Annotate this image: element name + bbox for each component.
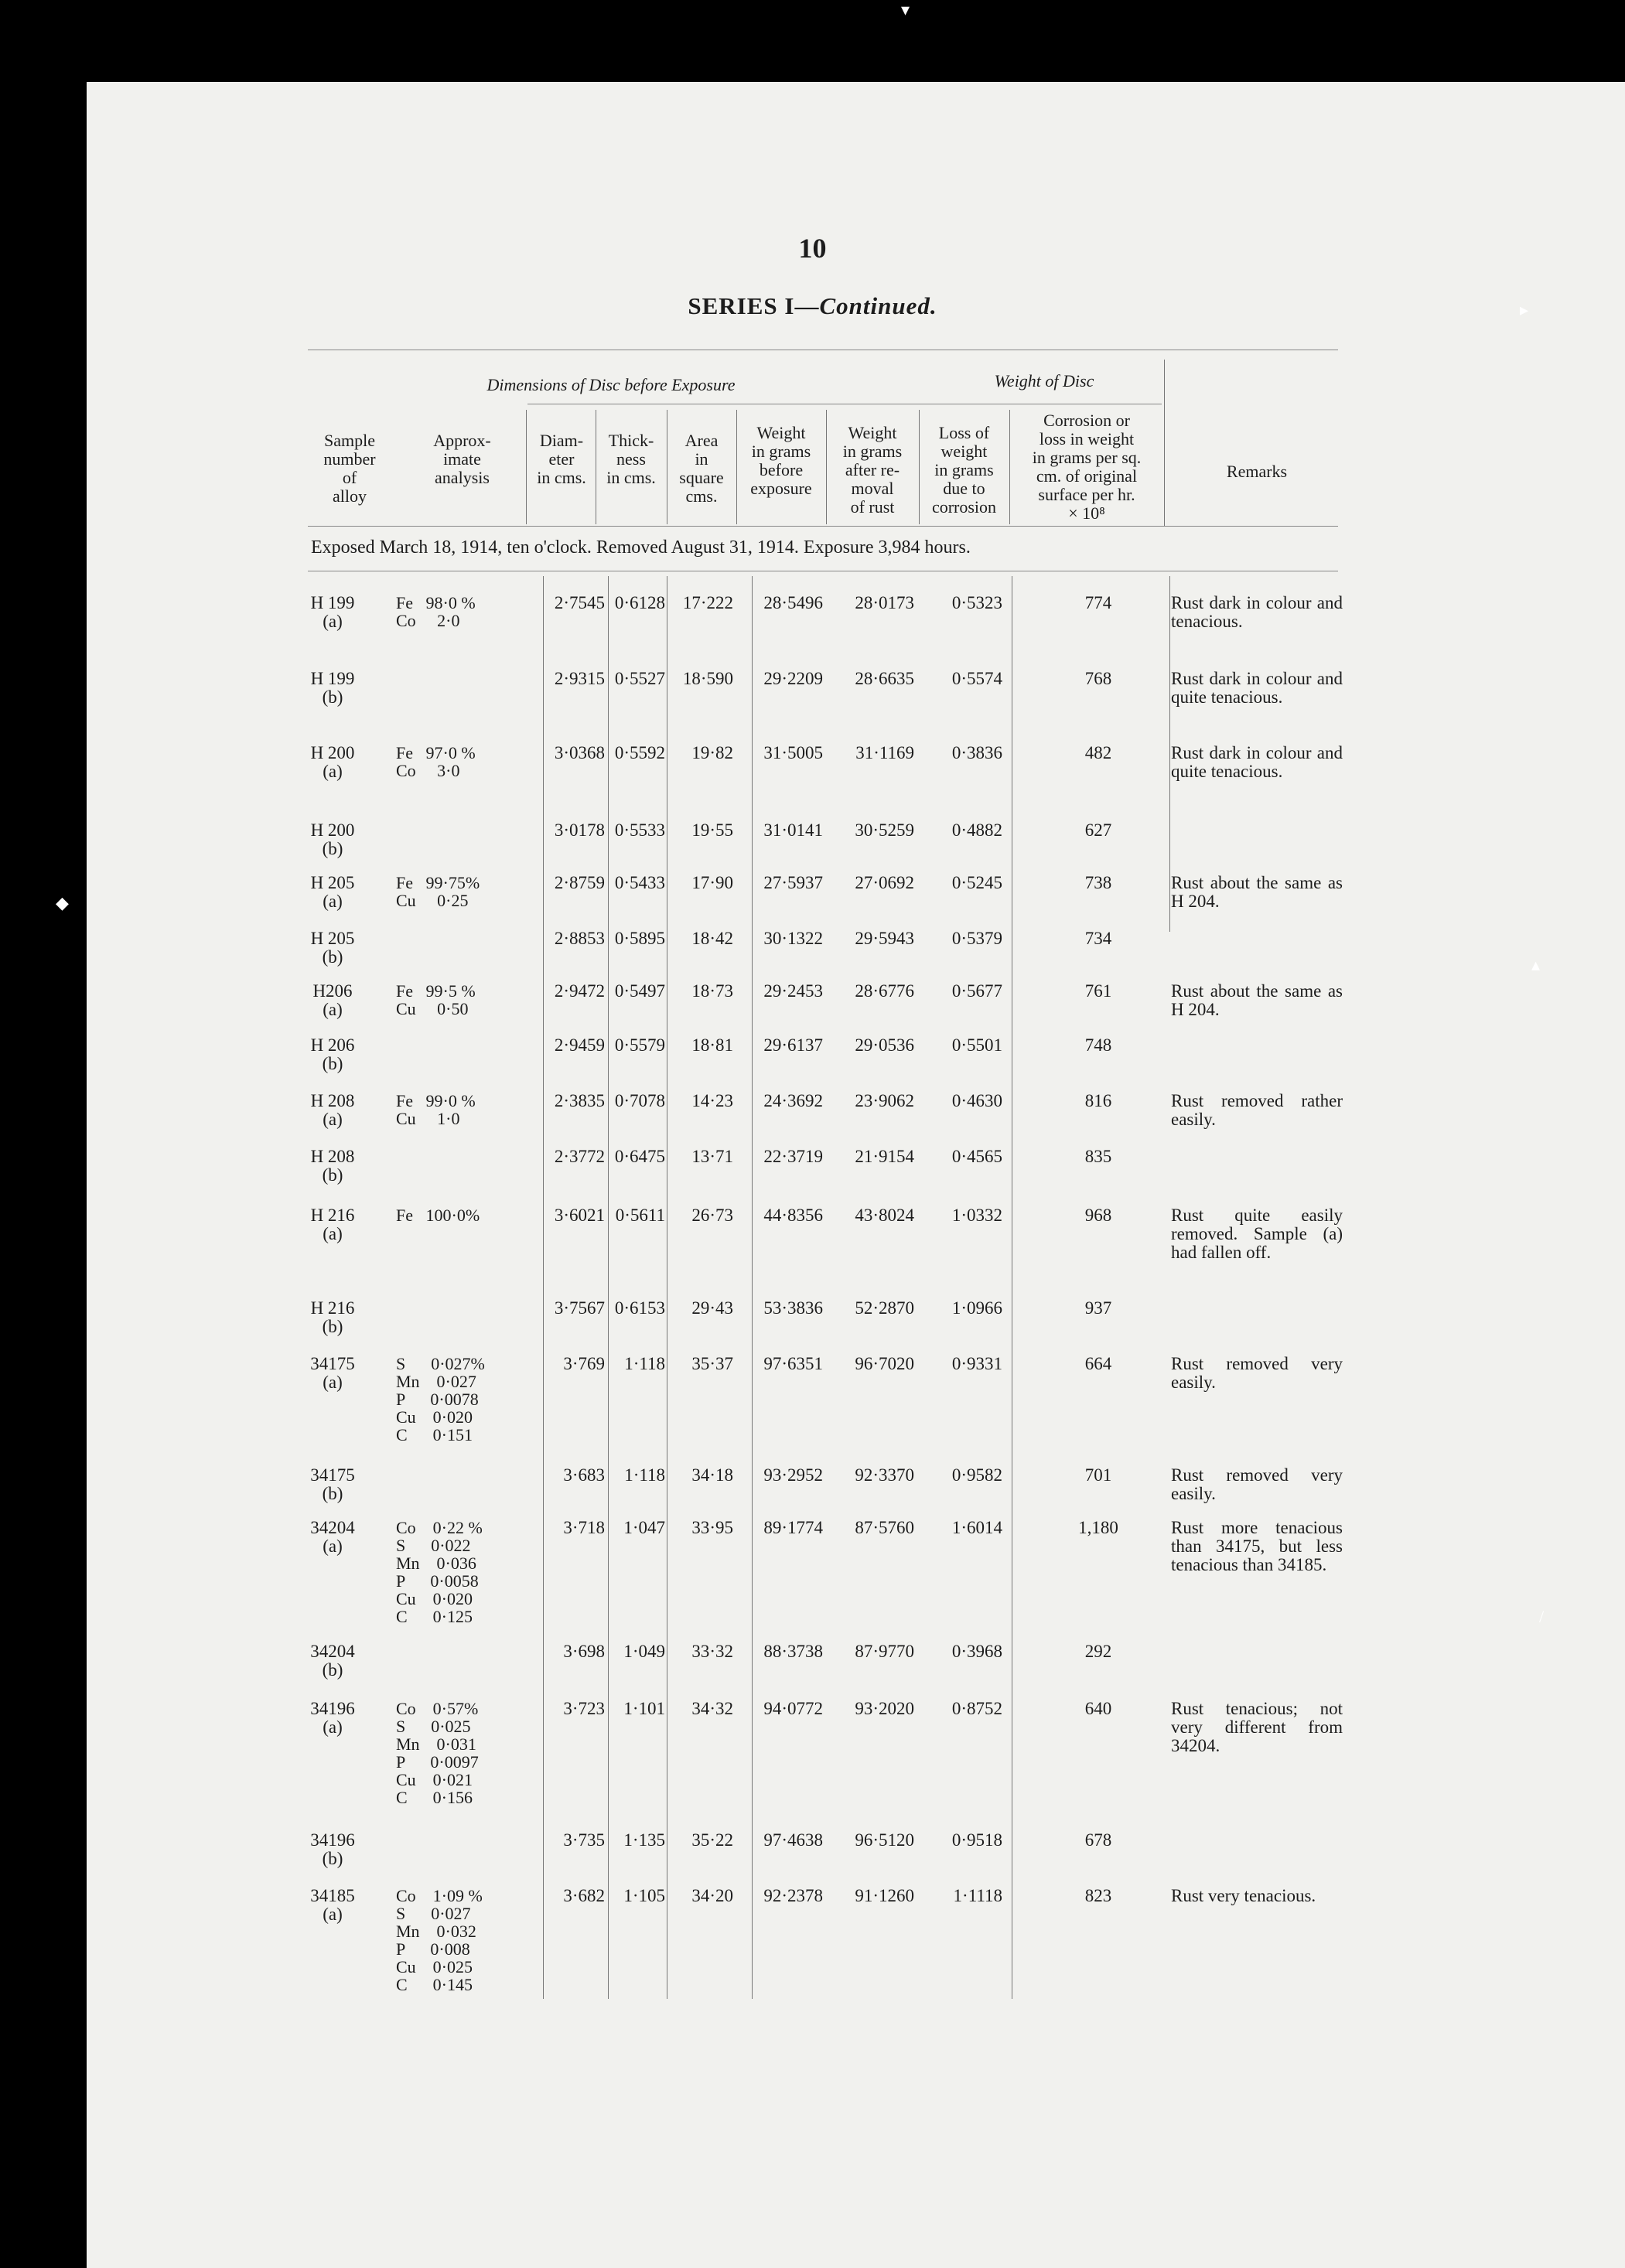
header-sample: Sample number of alloy: [323, 431, 376, 506]
cell-remarks: Rust dark in colour and quite tenacious.: [1171, 743, 1343, 781]
cell-loss: 0·5323: [951, 593, 1002, 612]
cell-diameter: 2·9459: [554, 1035, 605, 1055]
cell-thickness: 0·5497: [614, 981, 665, 1001]
cell-thickness: 1·105: [623, 1886, 665, 1905]
cell-area: 14·23: [691, 1091, 733, 1110]
cell-weight-after: 28·6776: [855, 981, 914, 1001]
cell-weight-after: 96·5120: [855, 1830, 914, 1850]
cell-analysis: Fe 98·0 % Co 2·0: [396, 593, 476, 630]
series-title: [0, 292, 1625, 320]
cell-corrosion: 816: [1084, 1091, 1112, 1110]
cell-area: 17·90: [691, 873, 733, 892]
cell-analysis: Co 0·22 % S 0·022 Mn 0·036 P 0·0058 Cu 0·020 C 0·125: [396, 1518, 483, 1626]
cell-loss: 1·6014: [951, 1518, 1002, 1537]
cell-sample: H 199 (b): [310, 669, 355, 707]
cell-diameter: 3·718: [563, 1518, 605, 1537]
header-weight-after: Weight in grams after re- moval of rust: [842, 423, 903, 517]
cell-thickness: 0·5433: [614, 873, 665, 892]
cell-analysis: Fe 100·0%: [396, 1206, 480, 1225]
cell-loss: 1·0332: [951, 1206, 1002, 1225]
exposure-line: Exposed March 18, 1914, ten o'clock. Removed August 31, 1914. Exposure 3,984 hours.: [311, 537, 971, 558]
cell-loss: 0·9582: [951, 1465, 1002, 1485]
cell-weight-before: 93·2952: [763, 1465, 823, 1485]
cell-loss: 0·4882: [951, 820, 1002, 840]
cell-thickness: 1·118: [624, 1465, 665, 1485]
cell-analysis: Fe 99·5 % Cu 0·50: [396, 981, 476, 1018]
cell-area: 19·82: [691, 743, 733, 762]
cell-sample: H 200 (a): [310, 743, 355, 781]
cell-weight-after: 28·0173: [855, 593, 914, 612]
cell-area: 34·20: [691, 1886, 733, 1905]
group-header-weight: Weight of Disc: [994, 371, 1094, 391]
cell-weight-before: 89·1774: [763, 1518, 823, 1537]
cell-corrosion: 768: [1084, 669, 1112, 688]
cell-weight-after: 87·5760: [855, 1518, 914, 1537]
cell-analysis: Fe 99·0 % Cu 1·0: [396, 1091, 476, 1128]
cell-thickness: 1·049: [623, 1642, 665, 1661]
cell-diameter: 3·769: [563, 1354, 605, 1373]
header-remarks: Remarks: [1226, 462, 1288, 481]
cell-weight-before: 27·5937: [763, 873, 823, 892]
cell-diameter: 2·8759: [554, 873, 605, 892]
cell-weight-before: 31·5005: [763, 743, 823, 762]
cell-remarks: Rust about the same as H 204.: [1171, 873, 1343, 911]
cell-thickness: 0·5579: [614, 1035, 665, 1055]
cell-weight-before: 28·5496: [763, 593, 823, 612]
series-title-main: SERIES I—: [688, 292, 820, 319]
cell-diameter: 2·9315: [554, 669, 605, 688]
scan-mark: ◆: [56, 893, 69, 912]
cell-corrosion: 968: [1084, 1206, 1112, 1225]
group-header-dimensions: Dimensions of Disc before Exposure: [486, 375, 736, 394]
cell-thickness: 1·101: [623, 1699, 665, 1718]
cell-thickness: 0·5611: [615, 1206, 665, 1225]
cell-weight-after: 23·9062: [855, 1091, 914, 1110]
cell-weight-after: 21·9154: [855, 1147, 914, 1166]
cell-area: 18·81: [691, 1035, 733, 1055]
cell-sample: H 199 (a): [310, 593, 355, 631]
cell-area: 18·590: [682, 669, 733, 688]
cell-sample: 34185 (a): [310, 1886, 355, 1924]
column-rule: [752, 576, 753, 1999]
cell-sample: H 208 (b): [310, 1147, 355, 1185]
header-area: Area in square cms.: [679, 431, 724, 506]
cell-weight-before: 29·2453: [763, 981, 823, 1001]
cell-loss: 0·9331: [951, 1354, 1002, 1373]
cell-thickness: 1·118: [624, 1354, 665, 1373]
cell-remarks: Rust quite easily removed. Sample (a) had fallen off.: [1171, 1206, 1343, 1262]
cell-weight-after: 30·5259: [855, 820, 914, 840]
series-title-continued: Continued.: [819, 292, 937, 319]
cell-sample: 34204 (b): [310, 1642, 355, 1680]
header-weight-before: Weight in grams before exposure: [750, 423, 812, 498]
cell-weight-after: 28·6635: [855, 669, 914, 688]
cell-thickness: 0·5895: [614, 929, 665, 948]
cell-sample: H 205 (b): [310, 929, 355, 967]
cell-weight-before: 53·3836: [763, 1298, 823, 1318]
cell-remarks: Rust removed very easily.: [1171, 1354, 1343, 1392]
cell-remarks: Rust about the same as H 204.: [1171, 981, 1343, 1019]
cell-loss: 1·0966: [951, 1298, 1002, 1318]
cell-remarks: Rust dark in colour and quite tenacious.: [1171, 669, 1343, 707]
cell-analysis: Fe 97·0 % Co 3·0: [396, 743, 476, 780]
cell-weight-after: 29·0536: [855, 1035, 914, 1055]
cell-diameter: 3·698: [563, 1642, 605, 1661]
scan-mark: /: [1539, 1607, 1545, 1626]
cell-remarks: Rust more tenacious than 34175, but less tenacious than 34185.: [1171, 1518, 1343, 1574]
cell-weight-before: 22·3719: [763, 1147, 823, 1166]
cell-corrosion: 774: [1084, 593, 1112, 612]
cell-corrosion: 748: [1084, 1035, 1112, 1055]
cell-analysis: Co 0·57% S 0·025 Mn 0·031 P 0·0097 Cu 0·021 C 0·156: [396, 1699, 479, 1807]
cell-thickness: 0·5527: [614, 669, 665, 688]
cell-remarks: Rust very tenacious.: [1171, 1886, 1316, 1905]
cell-sample: H 206 (b): [310, 1035, 355, 1073]
cell-corrosion: 701: [1084, 1465, 1112, 1485]
cell-loss: 0·5245: [951, 873, 1002, 892]
cell-diameter: 2·7545: [554, 593, 605, 612]
cell-sample: 34204 (a): [310, 1518, 355, 1556]
cell-weight-after: 93·2020: [855, 1699, 914, 1718]
cell-corrosion: 664: [1084, 1354, 1112, 1373]
cell-weight-before: 92·2378: [763, 1886, 823, 1905]
cell-area: 33·32: [691, 1642, 733, 1661]
cell-corrosion: 292: [1084, 1642, 1112, 1661]
cell-weight-after: 31·1169: [855, 743, 914, 762]
scan-mark: ▸: [1520, 300, 1529, 319]
cell-area: 17·222: [682, 593, 733, 612]
cell-weight-after: 52·2870: [855, 1298, 914, 1318]
cell-loss: 0·5501: [951, 1035, 1002, 1055]
cell-area: 29·43: [691, 1298, 733, 1318]
header-diameter: Diam- eter in cms.: [537, 431, 586, 487]
scan-mark: ▾: [901, 0, 910, 19]
cell-diameter: 3·7567: [554, 1298, 605, 1318]
header-thickness: Thick- ness in cms.: [606, 431, 656, 487]
cell-remarks: Rust removed rather easily.: [1171, 1091, 1343, 1129]
cell-weight-before: 24·3692: [763, 1091, 823, 1110]
cell-sample: H 216 (a): [310, 1206, 355, 1243]
cell-diameter: 3·683: [563, 1465, 605, 1485]
cell-diameter: 2·9472: [554, 981, 605, 1001]
cell-corrosion: 678: [1084, 1830, 1112, 1850]
cell-corrosion: 761: [1084, 981, 1112, 1001]
cell-weight-before: 97·4638: [763, 1830, 823, 1850]
cell-weight-before: 29·6137: [763, 1035, 823, 1055]
cell-sample: H206 (a): [312, 981, 353, 1019]
cell-area: 33·95: [691, 1518, 733, 1537]
cell-loss: 0·5677: [951, 981, 1002, 1001]
cell-thickness: 0·6128: [614, 593, 665, 612]
cell-weight-before: 97·6351: [763, 1354, 823, 1373]
cell-sample: H 205 (a): [310, 873, 355, 911]
cell-loss: 0·9518: [951, 1830, 1002, 1850]
cell-diameter: 3·723: [563, 1699, 605, 1718]
cell-thickness: 1·047: [623, 1518, 665, 1537]
cell-area: 35·22: [691, 1830, 733, 1850]
cell-sample: 34196 (a): [310, 1699, 355, 1737]
column-rule: [1169, 576, 1170, 932]
cell-weight-before: 31·0141: [763, 820, 823, 840]
cell-sample: H 216 (b): [310, 1298, 355, 1336]
cell-loss: 0·5574: [951, 669, 1002, 688]
cell-thickness: 0·6153: [614, 1298, 665, 1318]
column-rule: [1164, 360, 1165, 526]
cell-corrosion: 640: [1084, 1699, 1112, 1718]
page-number: 10: [798, 233, 827, 264]
cell-sample: 34196 (b): [310, 1830, 355, 1868]
cell-weight-before: 30·1322: [763, 929, 823, 948]
cell-corrosion: 738: [1084, 873, 1112, 892]
cell-remarks: Rust tenacious; not very different from 34204.: [1171, 1699, 1343, 1755]
cell-analysis: Fe 99·75% Cu 0·25: [396, 873, 480, 910]
column-rule: [543, 576, 544, 1999]
cell-area: 26·73: [691, 1206, 733, 1225]
cell-sample: 34175 (b): [310, 1465, 355, 1503]
cell-loss: 0·4565: [951, 1147, 1002, 1166]
cell-sample: H 200 (b): [310, 820, 355, 858]
cell-thickness: 1·135: [623, 1830, 665, 1850]
scan-mark: ▴: [1531, 955, 1541, 974]
cell-corrosion: 835: [1084, 1147, 1112, 1166]
cell-weight-after: 91·1260: [855, 1886, 914, 1905]
cell-sample: H 208 (a): [310, 1091, 355, 1129]
cell-remarks: Rust removed very easily.: [1171, 1465, 1343, 1503]
header-bottom-rule: [308, 526, 1338, 527]
cell-diameter: 2·3835: [554, 1091, 605, 1110]
cell-loss: 0·3836: [951, 743, 1002, 762]
cell-weight-before: 94·0772: [763, 1699, 823, 1718]
cell-diameter: 3·0368: [554, 743, 605, 762]
cell-corrosion: 482: [1084, 743, 1112, 762]
cell-weight-after: 27·0692: [855, 873, 914, 892]
cell-area: 13·71: [691, 1147, 733, 1166]
cell-diameter: 3·6021: [554, 1206, 605, 1225]
cell-corrosion: 627: [1084, 820, 1112, 840]
cell-area: 34·18: [691, 1465, 733, 1485]
cell-weight-after: 87·9770: [855, 1642, 914, 1661]
cell-loss: 0·5379: [951, 929, 1002, 948]
cell-corrosion: 1,180: [1078, 1518, 1118, 1537]
header-loss: Loss of weight in grams due to corrosion: [931, 423, 997, 517]
cell-weight-after: 96·7020: [855, 1354, 914, 1373]
cell-diameter: 3·682: [563, 1886, 605, 1905]
cell-analysis: S 0·027% Mn 0·027 P 0·0078 Cu 0·020 C 0·151: [396, 1354, 485, 1444]
cell-analysis: Co 1·09 % S 0·027 Mn 0·032 P 0·008 Cu 0·025 C 0·145: [396, 1886, 483, 1994]
cell-corrosion: 937: [1084, 1298, 1112, 1318]
header-corrosion: Corrosion or loss in weight in grams per sq. cm. of original surface per hr. × 10⁸: [1032, 411, 1142, 523]
cell-diameter: 2·8853: [554, 929, 605, 948]
cell-corrosion: 734: [1084, 929, 1112, 948]
cell-diameter: 3·735: [563, 1830, 605, 1850]
header-analysis: Approx- imate analysis: [433, 431, 491, 487]
cell-diameter: 2·3772: [554, 1147, 605, 1166]
cell-weight-before: 29·2209: [763, 669, 823, 688]
cell-thickness: 0·7078: [614, 1091, 665, 1110]
cell-area: 35·37: [691, 1354, 733, 1373]
cell-area: 18·42: [691, 929, 733, 948]
cell-area: 34·32: [691, 1699, 733, 1718]
cell-thickness: 0·5533: [614, 820, 665, 840]
cell-weight-before: 44·8356: [763, 1206, 823, 1225]
cell-sample: 34175 (a): [310, 1354, 355, 1392]
cell-loss: 0·8752: [951, 1699, 1002, 1718]
cell-loss: 1·1118: [953, 1886, 1002, 1905]
cell-area: 18·73: [691, 981, 733, 1001]
column-rule: [608, 576, 609, 1999]
cell-weight-before: 88·3738: [763, 1642, 823, 1661]
cell-area: 19·55: [691, 820, 733, 840]
cell-thickness: 0·5592: [614, 743, 665, 762]
cell-weight-after: 29·5943: [855, 929, 914, 948]
cell-weight-after: 92·3370: [855, 1465, 914, 1485]
cell-thickness: 0·6475: [614, 1147, 665, 1166]
cell-loss: 0·3968: [951, 1642, 1002, 1661]
cell-diameter: 3·0178: [554, 820, 605, 840]
cell-remarks: Rust dark in colour and tenacious.: [1171, 593, 1343, 631]
cell-weight-after: 43·8024: [855, 1206, 914, 1225]
cell-corrosion: 823: [1084, 1886, 1112, 1905]
cell-loss: 0·4630: [951, 1091, 1002, 1110]
